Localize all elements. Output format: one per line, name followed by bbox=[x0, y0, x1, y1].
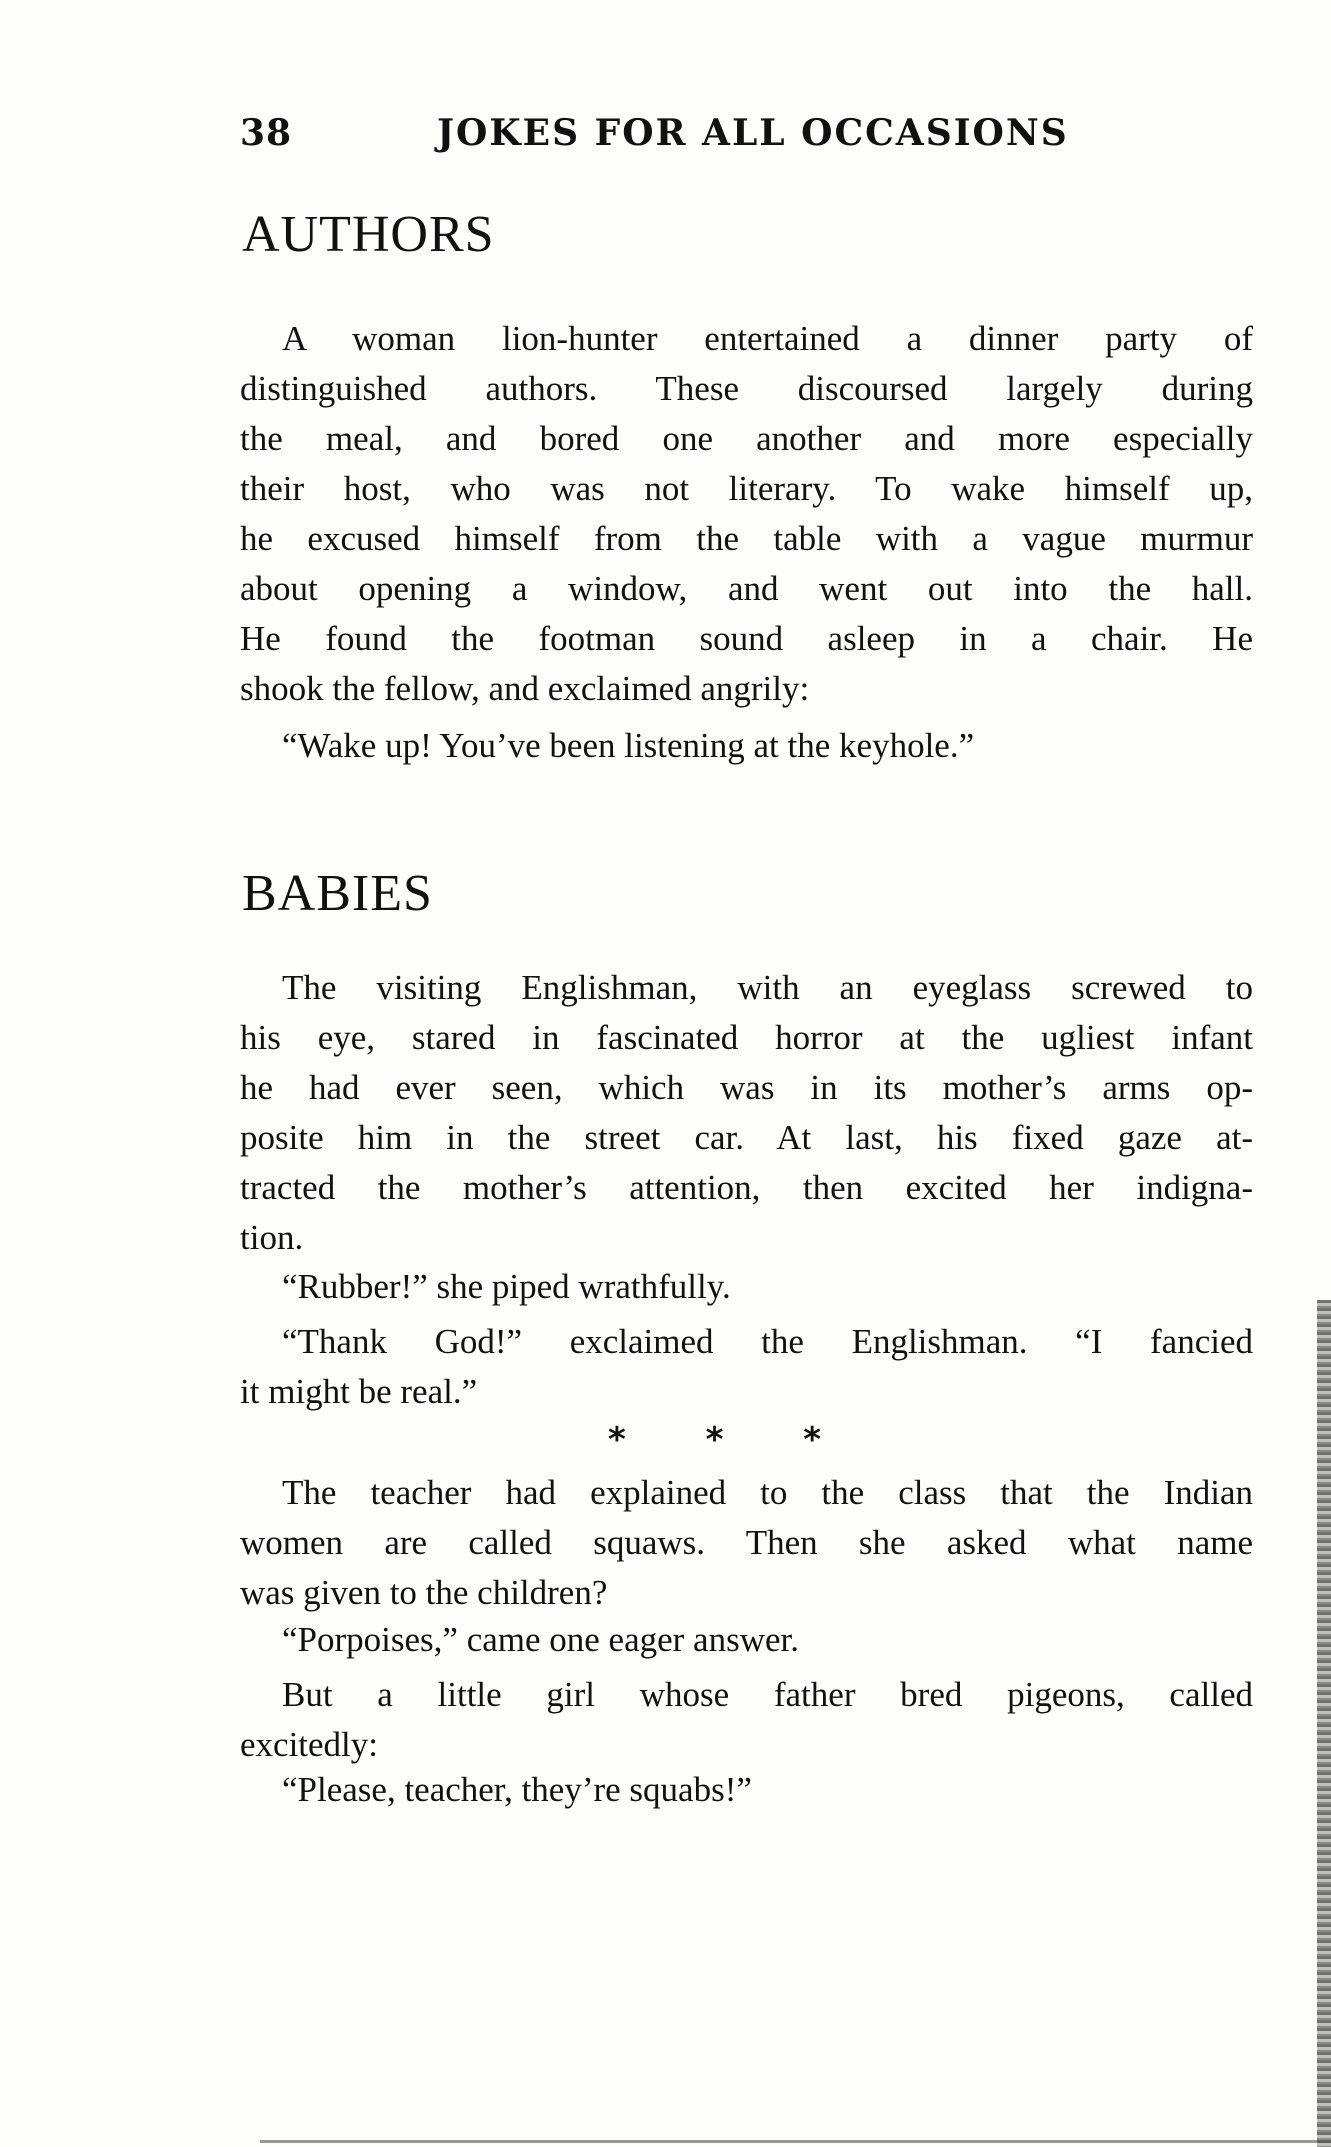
text-line: posite him in the street car. At last, his fixed gaze at- bbox=[240, 1118, 1253, 1157]
text-line: his eye, stared in fascinated horror at the ugliest infant bbox=[240, 1018, 1253, 1057]
page-spine-shadow bbox=[1317, 1300, 1331, 2147]
page-number: 38 bbox=[240, 112, 293, 154]
book-title: JOKES FOR ALL OCCASIONS bbox=[437, 112, 1069, 154]
text-line: shook the fellow, and exclaimed angrily: bbox=[240, 669, 810, 708]
section-heading-authors: AUTHORS bbox=[242, 206, 495, 263]
text-line: The teacher had explained to the class that the Indian bbox=[282, 1473, 1253, 1512]
text-line: was given to the children? bbox=[240, 1573, 608, 1612]
text-line: But a little girl whose father bred pigeons, called bbox=[282, 1675, 1253, 1714]
text-line: women are called squaws. Then she asked what name bbox=[240, 1523, 1253, 1562]
text-line: their host, who was not literary. To wake himself up, bbox=[240, 469, 1253, 508]
text-line: it might be real.” bbox=[240, 1372, 478, 1411]
thank-god-paragraph bbox=[240, 1317, 1253, 1417]
text-line: he had ever seen, which was in its mother’s arms op- bbox=[240, 1068, 1253, 1107]
text-line: he excused himself from the table with a vague murmur bbox=[240, 519, 1253, 558]
text-line: the meal, and bored one another and more especially bbox=[240, 419, 1253, 458]
page-bottom-edge bbox=[260, 2140, 1331, 2143]
text-line: A woman lion-hunter entertained a dinner party of bbox=[282, 319, 1253, 358]
section-separator: * * * bbox=[608, 1420, 856, 1460]
authors-closing-line: “Wake up! You’ve been listening at the keyhole.” bbox=[282, 726, 975, 765]
text-line: “Thank God!” exclaimed the Englishman. “I fancied bbox=[282, 1322, 1253, 1361]
final-line: “Please, teacher, they’re squabs!” bbox=[282, 1770, 752, 1809]
pigeons-paragraph bbox=[240, 1670, 1253, 1770]
text-line: The visiting Englishman, with an eyeglass screwed to bbox=[282, 968, 1253, 1007]
text-line: tracted the mother’s attention, then excited her indigna- bbox=[240, 1168, 1253, 1207]
babies-paragraph bbox=[240, 963, 1253, 1263]
section-heading-babies: BABIES bbox=[242, 865, 433, 922]
text-line: He found the footman sound asleep in a chair. He bbox=[240, 619, 1253, 658]
text-line: distinguished authors. These discoursed largely during bbox=[240, 369, 1253, 408]
text-line: tion. bbox=[240, 1218, 304, 1257]
text-line: about opening a window, and went out into the hall. bbox=[240, 569, 1253, 608]
porpoises-line: “Porpoises,” came one eager answer. bbox=[282, 1620, 800, 1659]
authors-paragraph bbox=[240, 314, 1253, 714]
teacher-paragraph bbox=[240, 1468, 1253, 1618]
rubber-line: “Rubber!” she piped wrathfully. bbox=[282, 1267, 731, 1306]
text-line: excitedly: bbox=[240, 1725, 379, 1764]
